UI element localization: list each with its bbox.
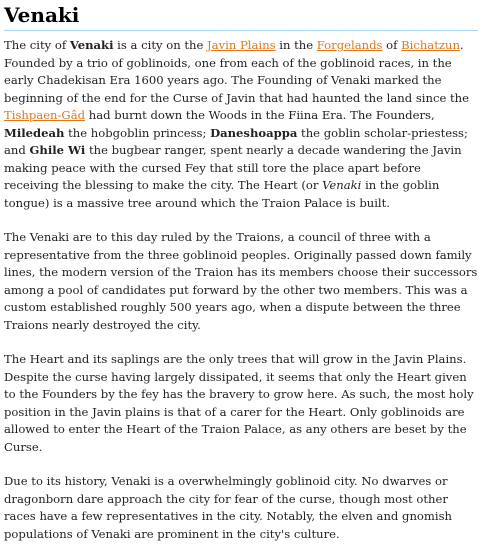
- bold-term-ghile-wi: Ghile Wi: [29, 143, 86, 157]
- text-run: in the goblin tongue) is a massive tree around which the Traion Palace is built.: [4, 178, 440, 210]
- bold-term-daneshoappa: Daneshoappa: [210, 125, 298, 140]
- text-run: . Founded by a trio of goblinoids, one from each of the goblinoid races, in the early Chadekisan Era 1600 years ago. The Founding of Venaki marked the beginning of the end for the Curse of Javin that had haunted the land since the: [4, 38, 469, 105]
- italic-term-venaki: Venaki: [322, 178, 362, 192]
- link-bichatzun[interactable]: Bichatzun: [401, 38, 460, 52]
- paragraph-founding: [4, 37, 478, 212]
- paragraph-heart: The Heart and its saplings are the only trees that will grow in the Javin Plains. Despite the curse having largely dissipated, it seems that only the Heart given to the Founders by the fey has the bravery to grow here. As such, the most holy position in the Javin plains is that of a carer for the Heart. Only goblinoids are allowed to enter the Heart of the Traion Palace, as any others are beset by the Curse.: [4, 352, 474, 454]
- text-run: the bugbear ranger, spent nearly a decade wandering the Javin making peace with the cursed Fey that still tore the place apart before receiving the blessing to make the city. The Heart (or: [4, 143, 462, 192]
- text-run: The city of: [4, 38, 70, 52]
- text-run: the hobgoblin princess;: [64, 125, 211, 140]
- article: [4, 0, 478, 560]
- page-title: Venaki: [4, 0, 478, 31]
- link-forgelands[interactable]: Forgelands: [316, 38, 383, 52]
- paragraph-demographics: Due to its history, Venaki is a overwhelmingly goblinoid city. No dwarves or dragonborn dare approach the city for fear of the curse, though most other races have a few representatives in the city. Notably, the elven and gnomish populations of Venaki are prominent in the city's culture.: [4, 474, 453, 541]
- text-run: is a city on the: [113, 38, 208, 52]
- link-javin-plains[interactable]: Javin Plains: [207, 38, 276, 52]
- link-tishpaen-gad[interactable]: Tishpaen-Gâd: [4, 108, 86, 122]
- text-run: had burnt down the Woods in the Fiina Era. The Founders,: [85, 108, 435, 122]
- text-run: the goblin scholar-priestess; and: [4, 125, 468, 157]
- text-run: of: [382, 38, 402, 52]
- bold-term-miledeah: Miledeah: [4, 125, 65, 140]
- text-run: in the: [275, 38, 317, 52]
- paragraph-traions: The Venaki are to this day ruled by the Traions, a council of three with a representative from the three goblinoid peoples. Originally passed down family lines, the modern version of the Traion has its members choose their successors among a pool of candidates put forward by the other two members. This was a custom established roughly 500 years ago, when a dispute between the three Traions nearly destroyed the city.: [4, 230, 478, 332]
- bold-term-venaki: Venaki: [69, 38, 114, 52]
